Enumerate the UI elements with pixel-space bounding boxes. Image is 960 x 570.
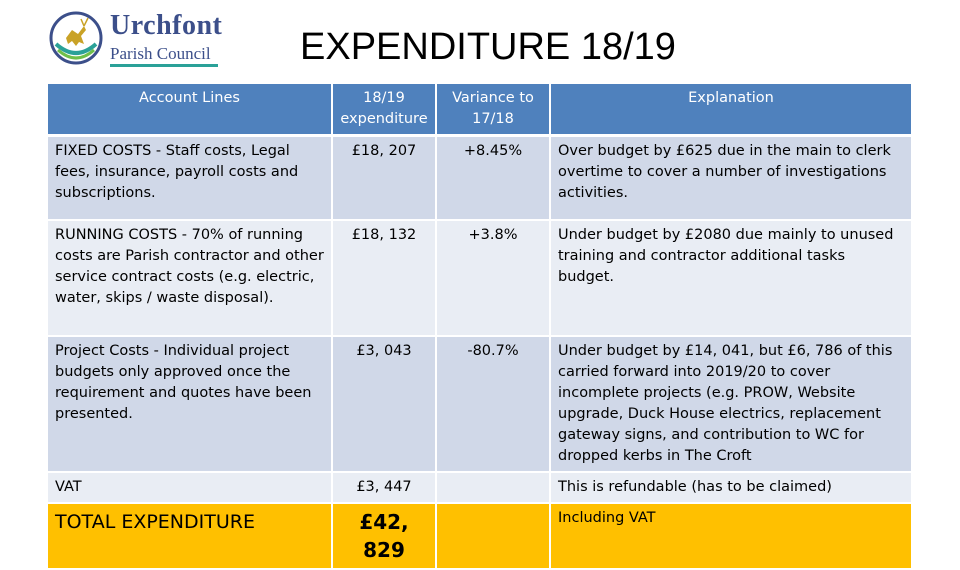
total-explanation: Including VAT — [550, 503, 912, 569]
explanation-cell: This is refundable (has to be claimed) — [550, 472, 912, 503]
expenditure-table — [48, 84, 913, 570]
account-cell: FIXED COSTS - Staff costs, Legal fees, insurance, payroll costs and subscriptions. — [48, 136, 332, 220]
header-account-lines: Account Lines — [48, 84, 332, 136]
variance-cell: +8.45% — [436, 136, 550, 220]
explanation-cell: Over budget by £625 due in the main to clerk overtime to cover a number of investigations activities. — [550, 136, 912, 220]
table-row — [48, 136, 912, 220]
logo-name: Urchfont — [110, 10, 223, 41]
header-variance: Variance to 17/18 — [436, 84, 550, 136]
total-variance — [436, 503, 550, 569]
total-label: TOTAL EXPENDITURE — [48, 503, 332, 569]
table-row — [48, 336, 912, 472]
slide-title: EXPENDITURE 18/19 — [300, 26, 676, 68]
variance-cell: -80.7% — [436, 336, 550, 472]
explanation-cell: Under budget by £2080 due mainly to unused training and contractor additional tasks budget. — [550, 220, 912, 336]
table-header-row — [48, 84, 912, 136]
account-cell: RUNNING COSTS - 70% of running costs are Parish contractor and other service contract costs (e.g. electric, water, skips / waste disposal). — [48, 220, 332, 336]
header-expenditure: 18/19 expenditure — [332, 84, 436, 136]
expenditure-cell: £18, 132 — [332, 220, 436, 336]
expenditure-cell: £18, 207 — [332, 136, 436, 220]
logo-subtitle: Parish Council — [110, 44, 211, 63]
deer-emblem-icon — [48, 8, 108, 68]
expenditure-cell: £3, 447 — [332, 472, 436, 503]
variance-cell — [436, 472, 550, 503]
variance-cell: +3.8% — [436, 220, 550, 336]
account-cell: VAT — [48, 472, 332, 503]
header-explanation: Explanation — [550, 84, 912, 136]
table-row — [48, 220, 912, 336]
account-cell: Project Costs - Individual project budgets only approved once the requirement and quotes have been presented. — [48, 336, 332, 472]
logo-underline — [110, 64, 218, 67]
total-expenditure: £42, 829 — [332, 503, 436, 569]
explanation-cell: Under budget by £14, 041, but £6, 786 of this carried forward into 2019/20 to cover incomplete projects (e.g. PROW, Website upgrade, Duck House electrics, replacement gateway signs, and contribution to WC for dropped kerbs in The Croft — [550, 336, 912, 472]
expenditure-cell: £3, 043 — [332, 336, 436, 472]
total-row — [48, 503, 912, 569]
table-row — [48, 472, 912, 503]
parish-council-logo — [48, 8, 228, 68]
